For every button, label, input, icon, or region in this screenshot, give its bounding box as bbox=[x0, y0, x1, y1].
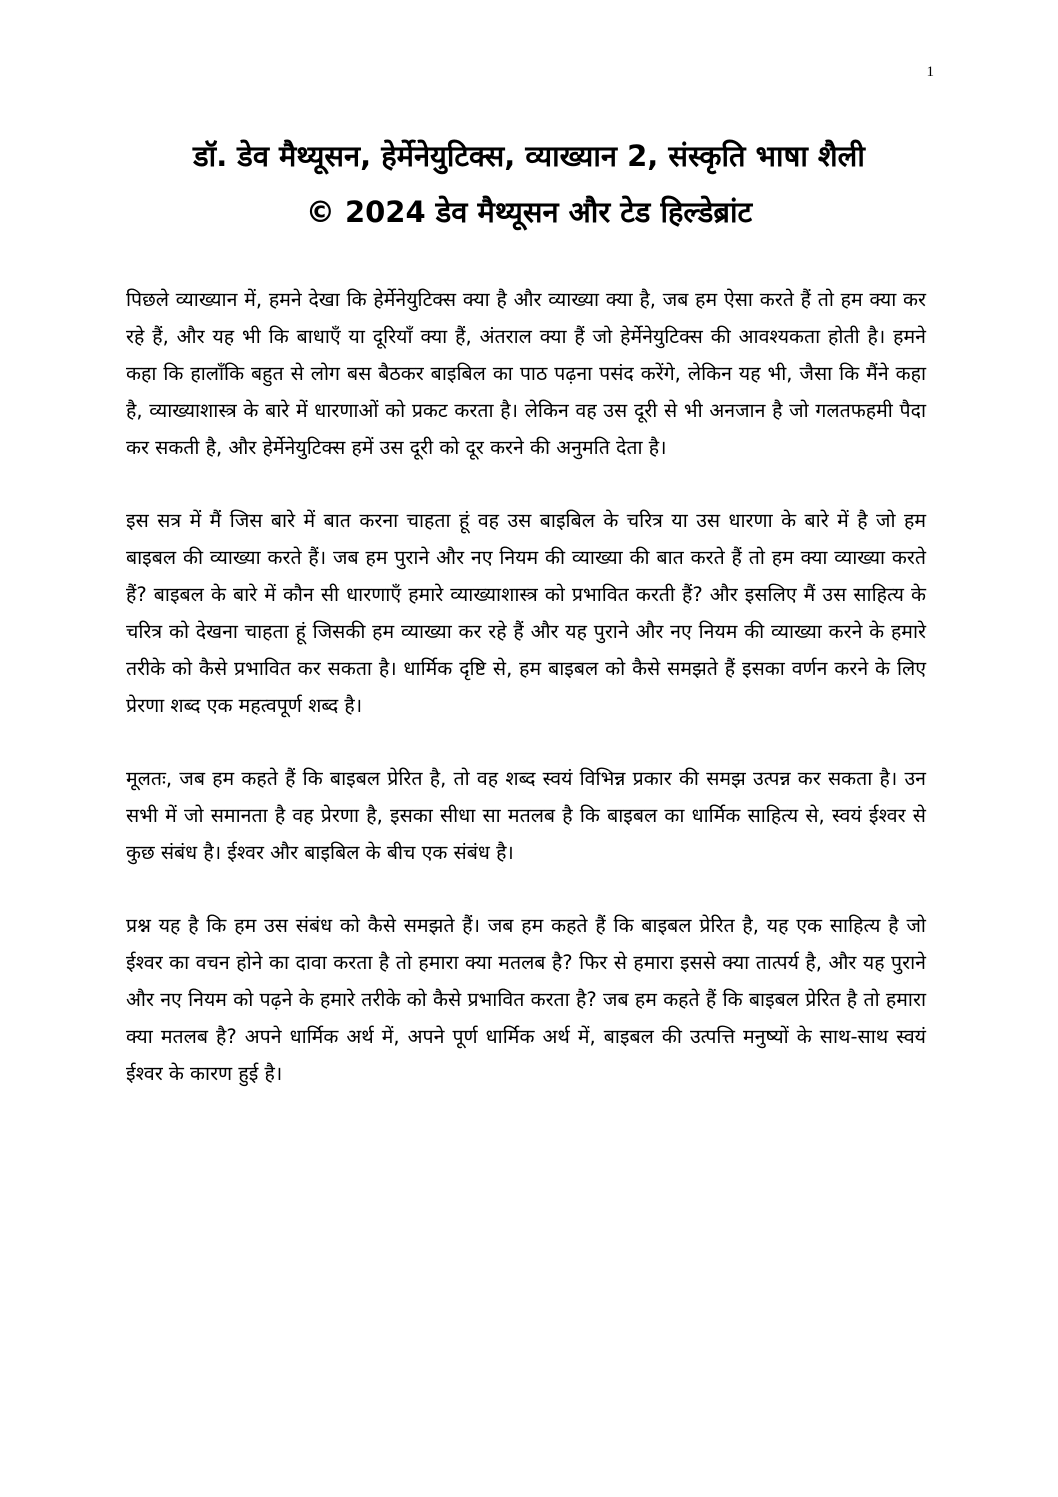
page-number: 1 bbox=[926, 64, 934, 80]
page-title bbox=[80, 128, 978, 240]
paragraph-1: पिछले व्याख्यान में, हमने देखा कि हेर्मेनेयुटिक्स क्या है और व्याख्या क्या है, जब हम ऐसा करते हैं तो हम क्या कर रहे हैं, और यह भी कि बाधाएँ या दूरियाँ क्या हैं, अंतराल क्या हैं जो हेर्मेनेयुटिक्स की आवश्यकता होती है। हमने कहा कि हालाँकि बहुत से लोग बस बैठकर बाइबिल का पाठ पढ़ना पसंद करेंगे, लेकिन यह भी, जैसा कि मैंने कहा है, व्याख्याशास्त्र के बारे में धारणाओं को प्रकट करता है। लेकिन वह उस दूरी से भी अनजान है जो गलतफहमी पैदा कर सकती है, और हेर्मेनेयुटिक्स हमें उस दूरी को दूर करने की अनुमति देता है। bbox=[126, 288, 926, 459]
paragraph-4: प्रश्न यह है कि हम उस संबंध को कैसे समझते हैं। जब हम कहते हैं कि बाइबल प्रेरित है, यह एक साहित्य है जो ईश्वर का वचन होने का दावा करता है तो हमारा क्या मतलब है? फिर से हमारा इससे क्या तात्पर्य है, और यह पुराने और नए नियम को पढ़ने के हमारे तरीके को कैसे प्रभावित करता है? जब हम कहते हैं कि बाइबल प्रेरित है तो हमारा क्या मतलब है? अपने धार्मिक अर्थ में, अपने पूर्ण धार्मिक अर्थ में, बाइबल की उत्पत्ति मनुष्यों के साथ-साथ स्वयं ईश्वर के कारण हुई है। bbox=[126, 914, 926, 1085]
paragraph-3: मूलतः, जब हम कहते हैं कि बाइबल प्रेरित है, तो वह शब्द स्वयं विभिन्न प्रकार की समझ उत्पन्न कर सकता है। उन सभी में जो समानता है वह प्रेरणा है, इसका सीधा सा मतलब है कि बाइबल का धार्मिक साहित्य से, स्वयं ईश्वर से कुछ संबंध है। ईश्वर और बाइबिल के बीच एक संबंध है। bbox=[126, 767, 926, 864]
paragraph-2: इस सत्र में मैं जिस बारे में बात करना चाहता हूं वह उस बाइबिल के चरित्र या उस धारणा के बारे में है जो हम बाइबल की व्याख्या करते हैं। जब हम पुराने और नए नियम की व्याख्या की बात करते हैं तो हम क्या व्याख्या करते हैं? बाइबल के बारे में कौन सी धारणाएँ हमारे व्याख्याशास्त्र को प्रभावित करती हैं? और इसलिए मैं उस साहित्य के चरित्र को देखना चाहता हूं जिसकी हम व्याख्या कर रहे हैं और यह पुराने और नए नियम की व्याख्या करने के हमारे तरीके को कैसे प्रभावित कर सकता है। धार्मिक दृष्टि से, हम बाइबल को कैसे समझते हैं इसका वर्णन करने के लिए प्रेरणा शब्द एक महत्वपूर्ण शब्द है। bbox=[126, 509, 926, 717]
document-body bbox=[126, 281, 926, 1128]
title-line-2: © 2024 डेव मैथ्यूसन और टेड हिल्डेब्रांट bbox=[305, 195, 753, 229]
title-line-1: डॉ. डेव मैथ्यूसन, हेर्मेनेयुटिक्स, व्याख्यान 2, संस्कृति भाषा शैली bbox=[193, 139, 865, 173]
